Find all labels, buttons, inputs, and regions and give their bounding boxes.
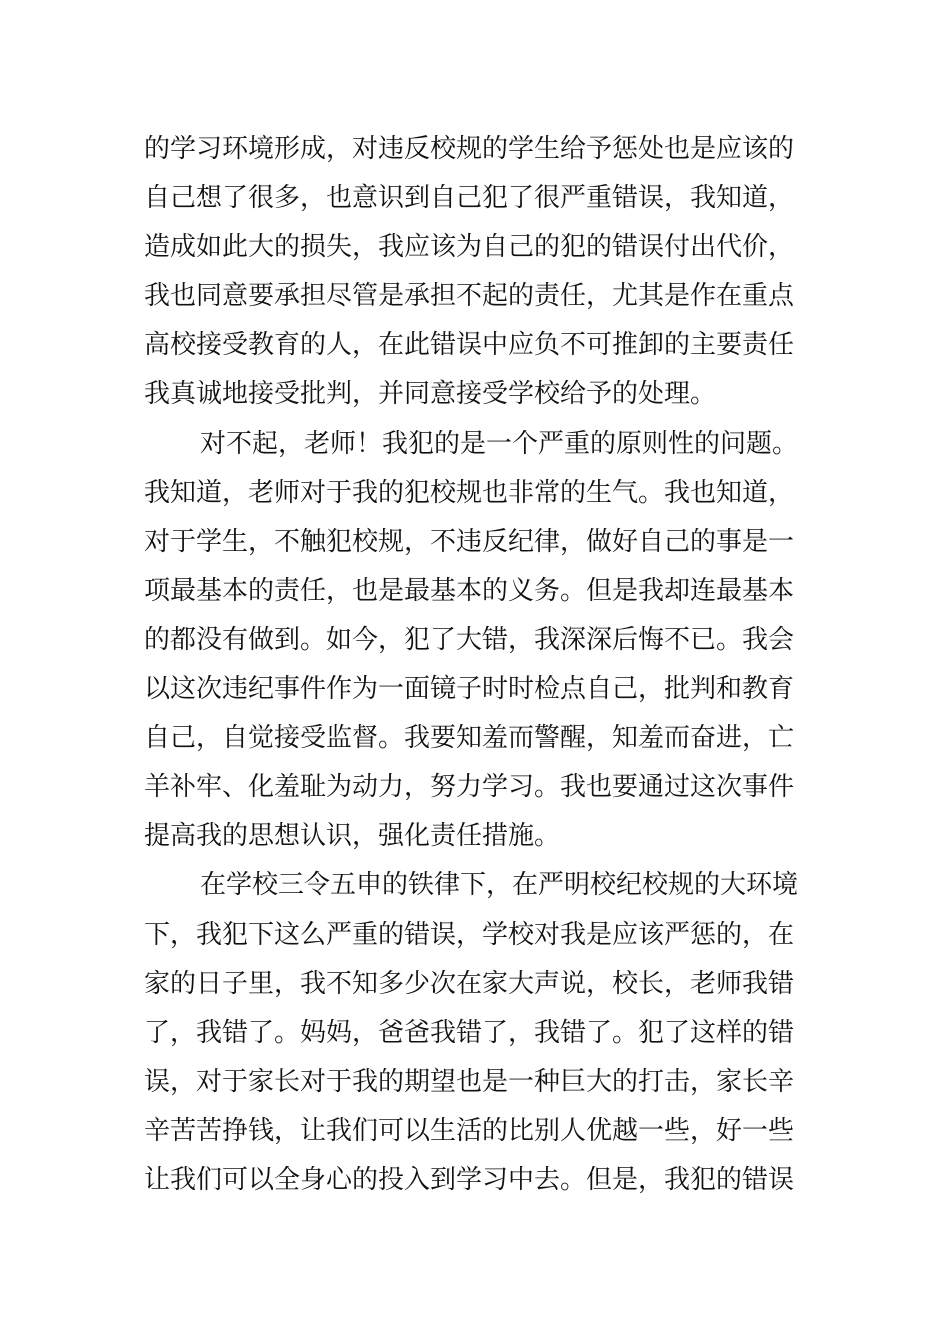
text-line: 自己，自觉接受监督。我要知羞而警醒，知羞而奋进，亡 (144, 723, 795, 754)
text-line: 项最基本的责任，也是最基本的义务。但是我却连最基本 (144, 575, 795, 606)
text-line: 下，我犯下这么严重的错误，学校对我是应该严惩的，在 (144, 919, 795, 950)
text-line: 家的日子里，我不知多少次在家大声说，校长，老师我错 (144, 968, 795, 999)
text-line: 羊补牢、化羞耻为动力，努力学习。我也要通过这次事件 (144, 772, 795, 803)
text-line: 以这次违纪事件作为一面镜子时时检点自己，批判和教育 (144, 674, 795, 705)
text-line: 自己想了很多，也意识到自己犯了很严重错误，我知道， (144, 183, 795, 214)
text-line: 让我们可以全身心的投入到学习中去。但是，我犯的错误 (144, 1164, 795, 1195)
text-line: 了，我错了。妈妈，爸爸我错了，我错了。犯了这样的错 (144, 1017, 795, 1048)
text-line: 造成如此大的损失，我应该为自己的犯的错误付出代价， (144, 232, 795, 263)
text-line: 我真诚地接受批判，并同意接受学校给予的处理。 (144, 379, 717, 410)
text-line: 我也同意要承担尽管是承担不起的责任，尤其是作在重点 (144, 281, 795, 312)
text-line: 的学习环境形成，对违反校规的学生给予惩处也是应该的 (144, 134, 795, 164)
text-line: 误，对于家长对于我的期望也是一种巨大的打击，家长辛 (144, 1066, 795, 1097)
text-line: 的都没有做到。如今，犯了大错，我深深后悔不已。我会 (144, 624, 795, 655)
text-line: 高校接受教育的人，在此错误中应负不可推卸的主要责任 (144, 330, 795, 361)
paragraph-start-line: 在学校三令五申的铁律下，在严明校纪校规的大环境 (200, 870, 799, 901)
text-line: 提高我的思想认识，强化责任措施。 (144, 821, 561, 852)
text-line: 对于学生，不触犯校规，不违反纪律，做好自己的事是一 (144, 526, 795, 557)
body-text (144, 125, 814, 1205)
text-line: 我知道，老师对于我的犯校规也非常的生气。我也知道， (144, 477, 795, 508)
paragraph-start-line: 对不起，老师！我犯的是一个严重的原则性的问题。 (200, 428, 799, 459)
text-line: 辛苦苦挣钱，让我们可以生活的比别人优越一些，好一些 (144, 1115, 795, 1146)
